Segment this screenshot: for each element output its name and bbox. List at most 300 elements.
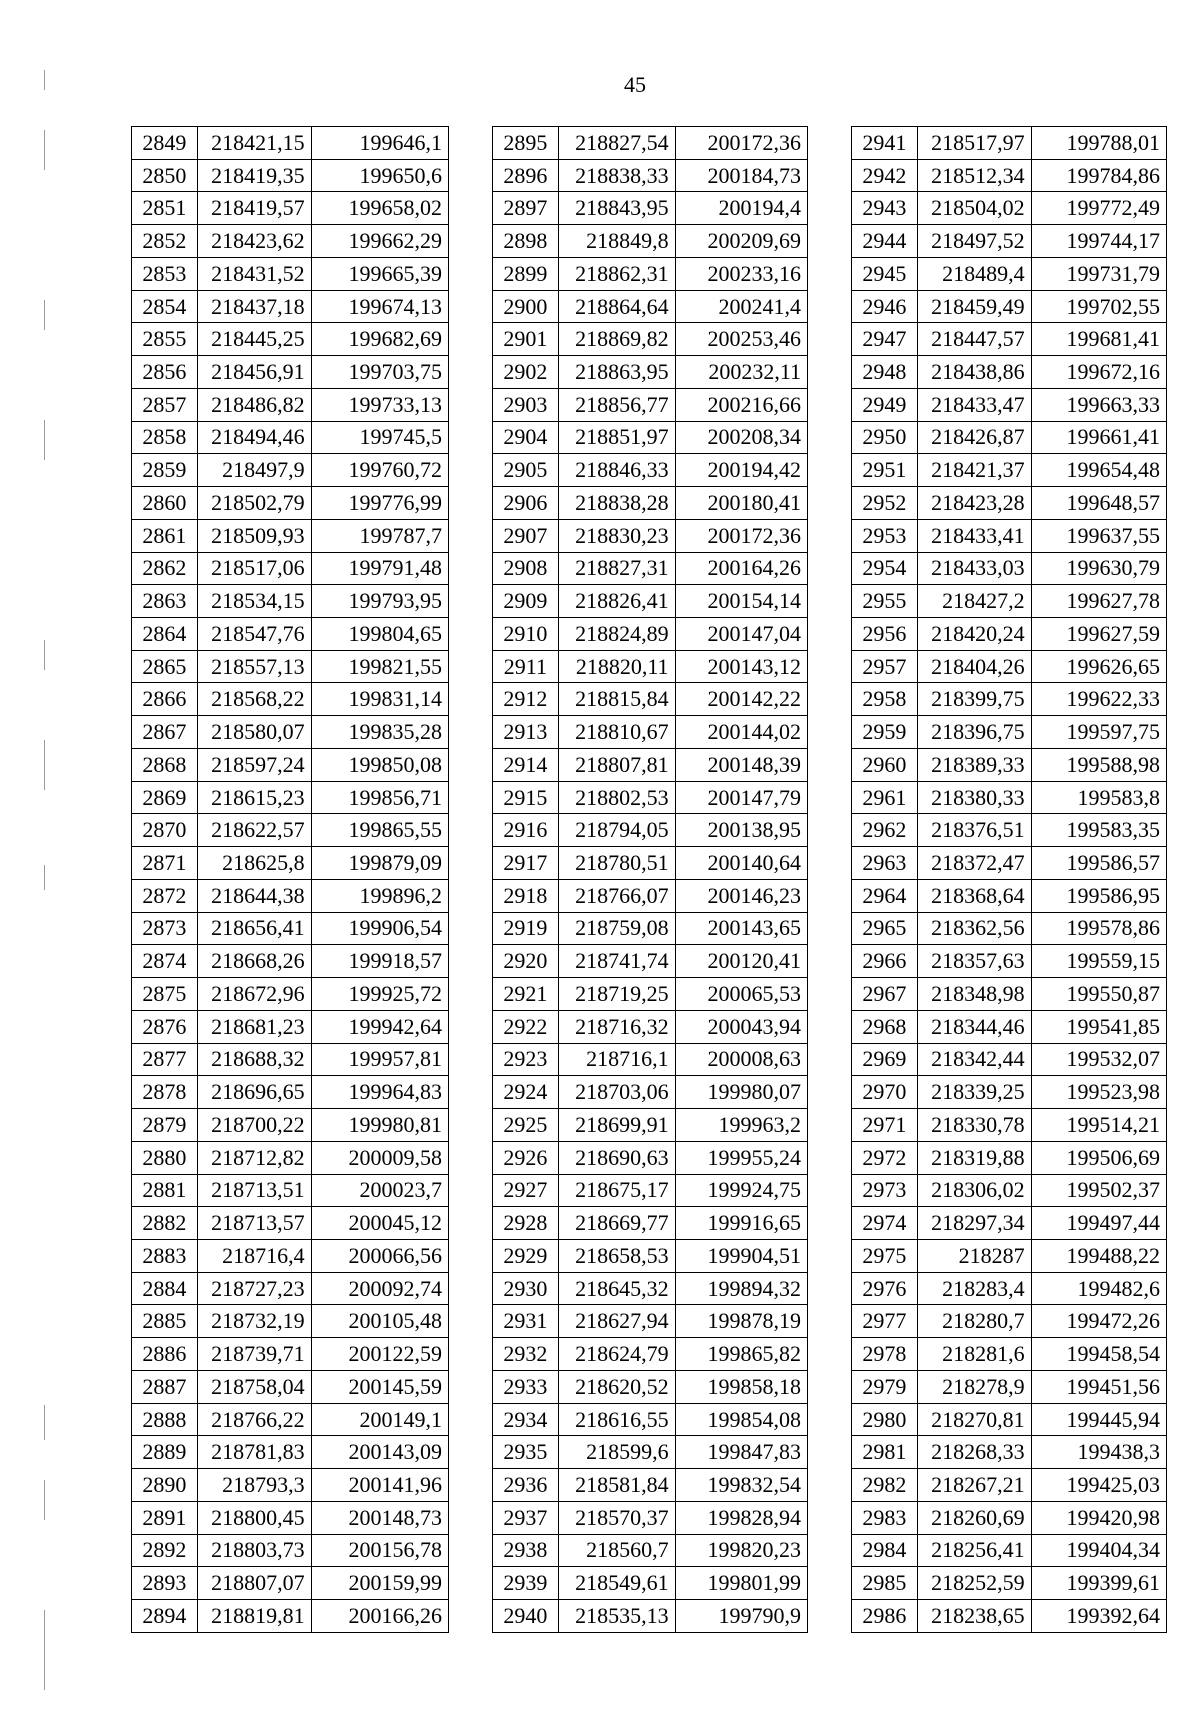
table-row: [493, 847, 808, 880]
table-row: [493, 683, 808, 716]
table-row: [132, 323, 449, 356]
point-number-cell: 2905: [493, 454, 559, 487]
x-coordinate-cell: 218830,23: [558, 519, 675, 552]
x-coordinate-cell: 218696,65: [197, 1076, 311, 1109]
point-number-cell: 2955: [852, 585, 918, 618]
point-number-cell: 2869: [132, 781, 198, 814]
x-coordinate-cell: 218690,63: [558, 1141, 675, 1174]
point-number-cell: 2945: [852, 257, 918, 290]
table-row: [493, 454, 808, 487]
x-coordinate-cell: 218739,71: [197, 1338, 311, 1371]
x-coordinate-cell: 218741,74: [558, 945, 675, 978]
table-row: [852, 356, 1167, 389]
x-coordinate-cell: 218580,07: [197, 716, 311, 749]
y-coordinate-cell: 200023,7: [311, 1174, 448, 1207]
x-coordinate-cell: 218758,04: [197, 1370, 311, 1403]
point-number-cell: 2888: [132, 1403, 198, 1436]
x-coordinate-cell: 218456,91: [197, 356, 311, 389]
x-coordinate-cell: 218319,88: [917, 1141, 1031, 1174]
point-number-cell: 2903: [493, 388, 559, 421]
x-coordinate-cell: 218357,63: [917, 945, 1031, 978]
x-coordinate-cell: 218716,1: [558, 1043, 675, 1076]
y-coordinate-cell: 200008,63: [675, 1043, 807, 1076]
y-coordinate-cell: 200232,11: [675, 356, 807, 389]
point-number-cell: 2885: [132, 1305, 198, 1338]
x-coordinate-cell: 218568,22: [197, 683, 311, 716]
point-number-cell: 2853: [132, 257, 198, 290]
x-coordinate-cell: 218399,75: [917, 683, 1031, 716]
table-row: [493, 650, 808, 683]
x-coordinate-cell: 218826,41: [558, 585, 675, 618]
y-coordinate-cell: 200146,23: [675, 879, 807, 912]
point-number-cell: 2891: [132, 1501, 198, 1534]
point-number-cell: 2964: [852, 879, 918, 912]
point-number-cell: 2889: [132, 1436, 198, 1469]
table-row: [852, 1403, 1167, 1436]
table-row: [493, 879, 808, 912]
table-row: [132, 1403, 449, 1436]
point-number-cell: 2855: [132, 323, 198, 356]
y-coordinate-cell: 199772,49: [1031, 192, 1166, 225]
point-number-cell: 2968: [852, 1010, 918, 1043]
y-coordinate-cell: 199550,87: [1031, 978, 1166, 1011]
point-number-cell: 2871: [132, 847, 198, 880]
table-row: [493, 290, 808, 323]
point-number-cell: 2858: [132, 421, 198, 454]
y-coordinate-cell: 200159,99: [311, 1567, 448, 1600]
point-number-cell: 2886: [132, 1338, 198, 1371]
y-coordinate-cell: 199630,79: [1031, 552, 1166, 585]
x-coordinate-cell: 218549,61: [558, 1567, 675, 1600]
y-coordinate-cell: 199523,98: [1031, 1076, 1166, 1109]
table-row: [132, 1436, 449, 1469]
table-row: [852, 1043, 1167, 1076]
table-row: [493, 388, 808, 421]
x-coordinate-cell: 218283,4: [917, 1272, 1031, 1305]
y-coordinate-cell: 199832,54: [675, 1469, 807, 1502]
table-row: [493, 1370, 808, 1403]
x-coordinate-cell: 218759,08: [558, 912, 675, 945]
table-row: [493, 1469, 808, 1502]
x-coordinate-cell: 218688,32: [197, 1043, 311, 1076]
x-coordinate-cell: 218807,07: [197, 1567, 311, 1600]
table-row: [493, 552, 808, 585]
table-row: [493, 1600, 808, 1633]
x-coordinate-cell: 218421,37: [917, 454, 1031, 487]
x-coordinate-cell: 218719,25: [558, 978, 675, 1011]
y-coordinate-cell: 200120,41: [675, 945, 807, 978]
x-coordinate-cell: 218703,06: [558, 1076, 675, 1109]
y-coordinate-cell: 200138,95: [675, 814, 807, 847]
x-coordinate-cell: 218437,18: [197, 290, 311, 323]
y-coordinate-cell: 200209,69: [675, 225, 807, 258]
point-number-cell: 2954: [852, 552, 918, 585]
table-row: [132, 716, 449, 749]
coordinates-table-2: [492, 126, 808, 1633]
x-coordinate-cell: 218699,91: [558, 1109, 675, 1142]
y-coordinate-cell: 199650,6: [311, 159, 448, 192]
point-number-cell: 2867: [132, 716, 198, 749]
x-coordinate-cell: 218423,28: [917, 487, 1031, 520]
x-coordinate-cell: 218656,41: [197, 912, 311, 945]
y-coordinate-cell: 200154,14: [675, 585, 807, 618]
table-row: [852, 1141, 1167, 1174]
table-row: [493, 1239, 808, 1272]
table-row: [132, 748, 449, 781]
x-coordinate-cell: 218426,87: [917, 421, 1031, 454]
y-coordinate-cell: 200172,36: [675, 127, 807, 160]
point-number-cell: 2870: [132, 814, 198, 847]
table-row: [493, 978, 808, 1011]
y-coordinate-cell: 199663,33: [1031, 388, 1166, 421]
table-row: [132, 1141, 449, 1174]
x-coordinate-cell: 218447,57: [917, 323, 1031, 356]
table-row: [852, 159, 1167, 192]
point-number-cell: 2981: [852, 1436, 918, 1469]
y-coordinate-cell: 199856,71: [311, 781, 448, 814]
point-number-cell: 2898: [493, 225, 559, 258]
point-number-cell: 2909: [493, 585, 559, 618]
point-number-cell: 2920: [493, 945, 559, 978]
y-coordinate-cell: 199392,64: [1031, 1600, 1166, 1633]
coordinates-table-3: [851, 126, 1167, 1633]
table-row: [852, 127, 1167, 160]
y-coordinate-cell: 199654,48: [1031, 454, 1166, 487]
x-coordinate-cell: 218807,81: [558, 748, 675, 781]
table-row: [132, 454, 449, 487]
table-row: [852, 290, 1167, 323]
table-row: [852, 1076, 1167, 1109]
y-coordinate-cell: 200147,04: [675, 618, 807, 651]
point-number-cell: 2880: [132, 1141, 198, 1174]
table-row: [132, 1076, 449, 1109]
y-coordinate-cell: 199458,54: [1031, 1338, 1166, 1371]
point-number-cell: 2863: [132, 585, 198, 618]
x-coordinate-cell: 218838,33: [558, 159, 675, 192]
table-row: [493, 1010, 808, 1043]
point-number-cell: 2878: [132, 1076, 198, 1109]
point-number-cell: 2934: [493, 1403, 559, 1436]
point-number-cell: 2877: [132, 1043, 198, 1076]
x-coordinate-cell: 218445,25: [197, 323, 311, 356]
x-coordinate-cell: 218793,3: [197, 1469, 311, 1502]
table-row: [132, 356, 449, 389]
x-coordinate-cell: 218342,44: [917, 1043, 1031, 1076]
scan-artifact-line: [44, 1405, 45, 1440]
point-number-cell: 2933: [493, 1370, 559, 1403]
point-number-cell: 2952: [852, 487, 918, 520]
point-number-cell: 2908: [493, 552, 559, 585]
y-coordinate-cell: 200164,26: [675, 552, 807, 585]
x-coordinate-cell: 218423,62: [197, 225, 311, 258]
x-coordinate-cell: 218862,31: [558, 257, 675, 290]
table-row: [852, 1501, 1167, 1534]
x-coordinate-cell: 218281,6: [917, 1338, 1031, 1371]
table-row: [132, 1305, 449, 1338]
point-number-cell: 2978: [852, 1338, 918, 1371]
point-number-cell: 2930: [493, 1272, 559, 1305]
point-number-cell: 2859: [132, 454, 198, 487]
point-number-cell: 2985: [852, 1567, 918, 1600]
x-coordinate-cell: 218625,8: [197, 847, 311, 880]
point-number-cell: 2967: [852, 978, 918, 1011]
point-number-cell: 2864: [132, 618, 198, 651]
y-coordinate-cell: 199896,2: [311, 879, 448, 912]
table-row: [132, 421, 449, 454]
x-coordinate-cell: 218863,95: [558, 356, 675, 389]
scan-artifact-line: [44, 130, 45, 170]
x-coordinate-cell: 218278,9: [917, 1370, 1031, 1403]
table-row: [852, 945, 1167, 978]
table-row: [132, 519, 449, 552]
y-coordinate-cell: 200143,65: [675, 912, 807, 945]
table-row: [132, 945, 449, 978]
point-number-cell: 2966: [852, 945, 918, 978]
y-coordinate-cell: 199733,13: [311, 388, 448, 421]
table-row: [493, 912, 808, 945]
x-coordinate-cell: 218713,51: [197, 1174, 311, 1207]
y-coordinate-cell: 199957,81: [311, 1043, 448, 1076]
table-row: [132, 1567, 449, 1600]
table-row: [132, 650, 449, 683]
y-coordinate-cell: 199597,75: [1031, 716, 1166, 749]
point-number-cell: 2851: [132, 192, 198, 225]
scan-artifact-line: [44, 1480, 45, 1520]
table-row: [852, 1567, 1167, 1600]
point-number-cell: 2980: [852, 1403, 918, 1436]
table-row: [493, 421, 808, 454]
y-coordinate-cell: 199760,72: [311, 454, 448, 487]
table-row: [852, 781, 1167, 814]
scan-artifact-line: [44, 740, 45, 790]
x-coordinate-cell: 218509,93: [197, 519, 311, 552]
table-row: [493, 159, 808, 192]
y-coordinate-cell: 199776,99: [311, 487, 448, 520]
point-number-cell: 2947: [852, 323, 918, 356]
y-coordinate-cell: 199963,2: [675, 1109, 807, 1142]
y-coordinate-cell: 199804,65: [311, 618, 448, 651]
point-number-cell: 2919: [493, 912, 559, 945]
table-row: [852, 879, 1167, 912]
y-coordinate-cell: 199744,17: [1031, 225, 1166, 258]
y-coordinate-cell: 199916,65: [675, 1207, 807, 1240]
table-row: [132, 1043, 449, 1076]
y-coordinate-cell: 200216,66: [675, 388, 807, 421]
x-coordinate-cell: 218419,57: [197, 192, 311, 225]
x-coordinate-cell: 218560,7: [558, 1534, 675, 1567]
y-coordinate-cell: 200166,26: [311, 1600, 448, 1633]
point-number-cell: 2971: [852, 1109, 918, 1142]
y-coordinate-cell: 199578,86: [1031, 912, 1166, 945]
table-row: [852, 1010, 1167, 1043]
table-row: [852, 1469, 1167, 1502]
x-coordinate-cell: 218675,17: [558, 1174, 675, 1207]
table-row: [493, 814, 808, 847]
point-number-cell: 2901: [493, 323, 559, 356]
y-coordinate-cell: 200009,58: [311, 1141, 448, 1174]
x-coordinate-cell: 218438,86: [917, 356, 1031, 389]
y-coordinate-cell: 199904,51: [675, 1239, 807, 1272]
x-coordinate-cell: 218856,77: [558, 388, 675, 421]
x-coordinate-cell: 218252,59: [917, 1567, 1031, 1600]
x-coordinate-cell: 218800,45: [197, 1501, 311, 1534]
point-number-cell: 2917: [493, 847, 559, 880]
y-coordinate-cell: 199854,08: [675, 1403, 807, 1436]
scan-artifact-line: [44, 300, 45, 330]
table-row: [132, 585, 449, 618]
point-number-cell: 2874: [132, 945, 198, 978]
point-number-cell: 2979: [852, 1370, 918, 1403]
x-coordinate-cell: 218713,57: [197, 1207, 311, 1240]
x-coordinate-cell: 218803,73: [197, 1534, 311, 1567]
table-row: [852, 650, 1167, 683]
y-coordinate-cell: 199918,57: [311, 945, 448, 978]
y-coordinate-cell: 199438,3: [1031, 1436, 1166, 1469]
point-number-cell: 2900: [493, 290, 559, 323]
x-coordinate-cell: 218512,34: [917, 159, 1031, 192]
y-coordinate-cell: 199472,26: [1031, 1305, 1166, 1338]
table-row: [852, 454, 1167, 487]
y-coordinate-cell: 199420,98: [1031, 1501, 1166, 1534]
table-row: [852, 1305, 1167, 1338]
point-number-cell: 2986: [852, 1600, 918, 1633]
x-coordinate-cell: 218864,64: [558, 290, 675, 323]
point-number-cell: 2931: [493, 1305, 559, 1338]
y-coordinate-cell: 200253,46: [675, 323, 807, 356]
y-coordinate-cell: 199627,59: [1031, 618, 1166, 651]
point-number-cell: 2972: [852, 1141, 918, 1174]
point-number-cell: 2943: [852, 192, 918, 225]
x-coordinate-cell: 218297,34: [917, 1207, 1031, 1240]
y-coordinate-cell: 199924,75: [675, 1174, 807, 1207]
x-coordinate-cell: 218270,81: [917, 1403, 1031, 1436]
point-number-cell: 2957: [852, 650, 918, 683]
point-number-cell: 2959: [852, 716, 918, 749]
point-number-cell: 2951: [852, 454, 918, 487]
y-coordinate-cell: 199980,07: [675, 1076, 807, 1109]
y-coordinate-cell: 199541,85: [1031, 1010, 1166, 1043]
y-coordinate-cell: 199586,95: [1031, 879, 1166, 912]
table-row: [132, 1338, 449, 1371]
table-row: [132, 1109, 449, 1142]
table-row: [493, 945, 808, 978]
point-number-cell: 2892: [132, 1534, 198, 1567]
x-coordinate-cell: 218557,13: [197, 650, 311, 683]
point-number-cell: 2932: [493, 1338, 559, 1371]
y-coordinate-cell: 199488,22: [1031, 1239, 1166, 1272]
y-coordinate-cell: 200105,48: [311, 1305, 448, 1338]
point-number-cell: 2866: [132, 683, 198, 716]
table-row: [852, 323, 1167, 356]
x-coordinate-cell: 218624,79: [558, 1338, 675, 1371]
y-coordinate-cell: 199894,32: [675, 1272, 807, 1305]
x-coordinate-cell: 218827,54: [558, 127, 675, 160]
y-coordinate-cell: 200148,73: [311, 1501, 448, 1534]
table-row: [852, 1600, 1167, 1633]
table-row: [132, 225, 449, 258]
y-coordinate-cell: 199788,01: [1031, 127, 1166, 160]
table-row: [852, 585, 1167, 618]
x-coordinate-cell: 218427,2: [917, 585, 1031, 618]
y-coordinate-cell: 199626,65: [1031, 650, 1166, 683]
x-coordinate-cell: 218459,49: [917, 290, 1031, 323]
point-number-cell: 2950: [852, 421, 918, 454]
table-row: [493, 1567, 808, 1600]
scan-artifact-line: [44, 420, 45, 460]
table-row: [132, 978, 449, 1011]
y-coordinate-cell: 199731,79: [1031, 257, 1166, 290]
x-coordinate-cell: 218597,24: [197, 748, 311, 781]
table-row: [132, 1370, 449, 1403]
point-number-cell: 2856: [132, 356, 198, 389]
y-coordinate-cell: 199702,55: [1031, 290, 1166, 323]
point-number-cell: 2926: [493, 1141, 559, 1174]
table-row: [493, 323, 808, 356]
table-row: [493, 1403, 808, 1436]
table-row: [132, 879, 449, 912]
point-number-cell: 2887: [132, 1370, 198, 1403]
x-coordinate-cell: 218668,26: [197, 945, 311, 978]
table-row: [132, 257, 449, 290]
table-row: [493, 356, 808, 389]
x-coordinate-cell: 218396,75: [917, 716, 1031, 749]
table-row: [852, 552, 1167, 585]
y-coordinate-cell: 199451,56: [1031, 1370, 1166, 1403]
table-row: [132, 192, 449, 225]
y-coordinate-cell: 199583,35: [1031, 814, 1166, 847]
table-row: [493, 618, 808, 651]
x-coordinate-cell: 218268,33: [917, 1436, 1031, 1469]
y-coordinate-cell: 200140,64: [675, 847, 807, 880]
table-row: [132, 1600, 449, 1633]
point-number-cell: 2923: [493, 1043, 559, 1076]
x-coordinate-cell: 218599,6: [558, 1436, 675, 1469]
x-coordinate-cell: 218362,56: [917, 912, 1031, 945]
y-coordinate-cell: 199681,41: [1031, 323, 1166, 356]
y-coordinate-cell: 199745,5: [311, 421, 448, 454]
x-coordinate-cell: 218781,83: [197, 1436, 311, 1469]
table-row: [852, 421, 1167, 454]
y-coordinate-cell: 199665,39: [311, 257, 448, 290]
table-row: [493, 781, 808, 814]
x-coordinate-cell: 218547,76: [197, 618, 311, 651]
x-coordinate-cell: 218372,47: [917, 847, 1031, 880]
y-coordinate-cell: 199801,99: [675, 1567, 807, 1600]
table-row: [132, 159, 449, 192]
table-row: [493, 1076, 808, 1109]
point-number-cell: 2958: [852, 683, 918, 716]
x-coordinate-cell: 218716,4: [197, 1239, 311, 1272]
x-coordinate-cell: 218616,55: [558, 1403, 675, 1436]
x-coordinate-cell: 218376,51: [917, 814, 1031, 847]
x-coordinate-cell: 218838,28: [558, 487, 675, 520]
x-coordinate-cell: 218620,52: [558, 1370, 675, 1403]
point-number-cell: 2924: [493, 1076, 559, 1109]
y-coordinate-cell: 199703,75: [311, 356, 448, 389]
y-coordinate-cell: 200180,41: [675, 487, 807, 520]
table-row: [132, 1207, 449, 1240]
x-coordinate-cell: 218581,84: [558, 1469, 675, 1502]
table-row: [493, 1272, 808, 1305]
x-coordinate-cell: 218827,31: [558, 552, 675, 585]
table-row: [852, 192, 1167, 225]
y-coordinate-cell: 199586,57: [1031, 847, 1166, 880]
x-coordinate-cell: 218732,19: [197, 1305, 311, 1338]
table-row: [852, 847, 1167, 880]
y-coordinate-cell: 200233,16: [675, 257, 807, 290]
y-coordinate-cell: 200194,4: [675, 192, 807, 225]
table-row: [493, 487, 808, 520]
